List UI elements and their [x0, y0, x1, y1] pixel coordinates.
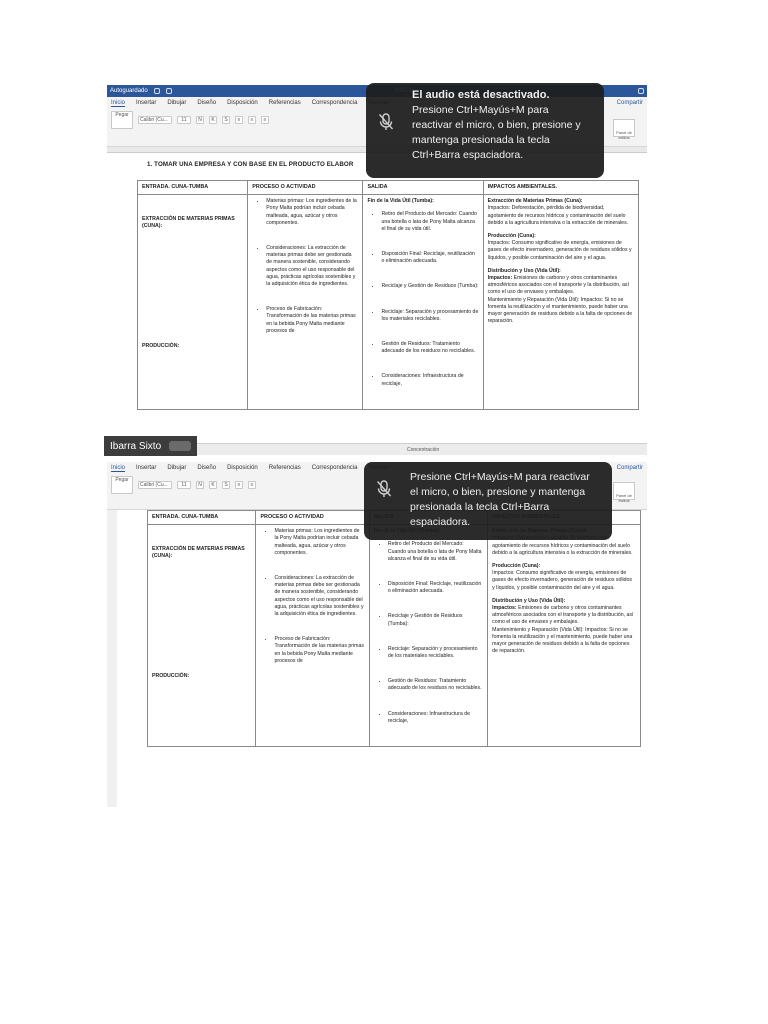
focus-mode-label[interactable]: Concentración	[407, 446, 440, 453]
numbering-icon[interactable]: ≡	[248, 116, 256, 124]
tab-referencias[interactable]: Referencias	[268, 465, 301, 471]
impact-text: agotamiento de recursos hídricos y contaminación del suelo debido a la agricultura intensiva o la extracción de minerales.	[492, 542, 633, 556]
paste-button[interactable]: Pegar	[111, 476, 133, 494]
tab-inicio[interactable]: Inicio	[111, 100, 126, 106]
bold-icon[interactable]: N	[196, 116, 204, 124]
impact-label: Impactos:	[487, 275, 513, 282]
impact-text: Impactos: Consumo significativo de energía, emisiones de gases de efecto invernadero, generación de residuos sólidos y líquidos, y posible contaminación del aire y el agua.	[487, 240, 632, 261]
list-item: • Gestión de Residuos: Tratamiento adecuado de los residuos no reciclables.	[388, 678, 483, 692]
list-item: • Consideraciones: La extracción de materias primas debe ser gestionada de manera sostenible, considerando aspectos como el uso responsable del agua, prácticas agrícolas sostenibles y la adquisición ética de ingredientes.	[274, 575, 364, 618]
toast-message: Presione Ctrl+Mayús+M para reactivar el micro, o bien, presione y mantenga presionada la tecla Ctrl+Barra espaciadora.	[412, 104, 581, 161]
list-item: • Materias primas: Los ingredientes de la Pony Malta podrían incluir cebada malteada, agua, azúcar y otros componentes.	[274, 528, 364, 557]
impact-title: Producción (Cuna):	[492, 563, 541, 570]
participant-name: Ibarra Sixto	[110, 440, 162, 452]
font-size-select[interactable]: 11	[177, 481, 191, 489]
align-icon[interactable]: ≡	[261, 116, 269, 124]
participant-bar	[104, 436, 197, 456]
list-item: • Reciclaje: Separación y procesamiento de los materiales reciclables.	[388, 646, 483, 660]
impact-text: Impactos: Consumo significativo de energía, emisiones de gases de efecto invernadero, generación de residuos sólidos y líquidos, y posible contaminación del aire y el agua.	[492, 570, 633, 591]
paste-button[interactable]: Pegar	[111, 111, 133, 129]
document-page	[107, 153, 647, 455]
lifecycle-table	[147, 510, 641, 747]
toast-title: El audio está desactivado.	[412, 89, 550, 101]
list-item: • Materias primas: Los ingredientes de la Pony Malta podrían incluir cebada malteada, agua, azúcar y otros componentes.	[266, 198, 358, 227]
search-icon[interactable]	[638, 88, 644, 94]
impact-title: Producción (Cuna):	[487, 233, 536, 240]
tab-disposicion[interactable]: Disposición	[227, 465, 258, 471]
align-icon[interactable]: ≡	[248, 481, 256, 489]
impact-text: Impactos: Deforestación, pérdida de biodiversidad, agotamiento de recursos hídricos y contaminación del suelo debido a la agricultura intensiva o la extracción de minerales.	[487, 205, 629, 226]
produccion-label: PRODUCCIÓN:	[152, 672, 190, 679]
list-item: • Consideraciones: Infraestructura de reciclaje,	[381, 373, 478, 387]
table-cell[interactable]	[148, 525, 256, 747]
audio-muted-toast	[364, 462, 612, 540]
autosave-label[interactable]: Autoguardado	[110, 88, 148, 94]
impact-title: Extracción de Materias Primas (Cuna):	[487, 198, 583, 205]
underline-icon[interactable]: S	[222, 116, 230, 124]
tab-inicio[interactable]: Inicio	[111, 465, 126, 471]
list-item: • Gestión de Residuos: Tratamiento adecuado de los residuos no reciclables.	[381, 341, 478, 355]
table-cell[interactable]	[483, 195, 638, 410]
minimize-icon[interactable]	[169, 441, 191, 451]
tab-dibujar[interactable]: Dibujar	[167, 465, 187, 471]
tab-disposicion[interactable]: Disposición	[227, 100, 258, 106]
list-item: • Consideraciones: Infraestructura de reciclaje,	[388, 711, 483, 725]
impact-text	[492, 605, 636, 627]
toast-message: Presione Ctrl+Mayús+M para reactivar el micro, o bien, presione y mantenga presionada la tecla Ctrl+Barra espaciadora.	[410, 471, 590, 528]
list-item: • Reciclaje: Separación y procesamiento de los materiales reciclables.	[381, 309, 478, 323]
tab-diseno[interactable]: Diseño	[197, 100, 217, 106]
impact-text-body: Emisiones de carbono y otros contaminantes atmosféricos asociados con el transporte y la distribución, así como el uso de envases y embalajes.	[487, 275, 629, 296]
table-cell[interactable]	[369, 525, 487, 747]
impact-text-body: Emisiones de carbono y otros contaminantes atmosféricos asociados con el transporte y la distribución, así como el uso de envases y embalajes.	[492, 605, 634, 626]
tab-correspondencia[interactable]: Correspondencia	[311, 465, 358, 471]
bold-icon[interactable]: N	[196, 481, 204, 489]
table-header: SALIDA	[363, 181, 483, 195]
list-item: • Reciclaje y Gestión de Residuos (Tumba):	[388, 613, 483, 627]
salida-title: Fin de la Vida Útil (Tumba):	[367, 198, 434, 205]
lifecycle-table	[137, 180, 639, 410]
produccion-label: PRODUCCIÓN:	[142, 342, 180, 349]
tab-correspondencia[interactable]: Correspondencia	[311, 100, 358, 106]
table-header-row	[138, 181, 639, 195]
save-icon[interactable]	[154, 88, 160, 94]
table-cell[interactable]	[138, 195, 248, 410]
styles-pane-button[interactable]: Panel de estilos	[613, 119, 635, 137]
italic-icon[interactable]: K	[209, 481, 217, 489]
italic-icon[interactable]: K	[209, 116, 217, 124]
underline-icon[interactable]: S	[222, 481, 230, 489]
list-item: • Reciclaje y Gestión de Residuos (Tumba):	[381, 283, 478, 290]
table-header: IMPACTOS AMBIENTALES.	[483, 181, 638, 195]
table-cell[interactable]	[488, 525, 641, 747]
impact-text: Mantenimiento y Reparación (Vida Útil): Impactos: Si no se fomenta la reutilización y el mantenimiento, puede haber una mayor generación de residuos debido a la falta de opciones de reparación.	[487, 296, 633, 325]
impact-text	[488, 275, 634, 297]
impact-title: Distribución y Uso (Vida Útil):	[492, 597, 566, 604]
share-button[interactable]: Compartir	[616, 465, 643, 471]
bullets-icon[interactable]: ≡	[235, 116, 243, 124]
list-item: • Disposición Final: Reciclaje, reutilización o eliminación adecuada.	[381, 251, 478, 265]
styles-pane-button[interactable]: Panel de estilos	[613, 482, 635, 500]
impact-title: Distribución y Uso (Vida Útil):	[487, 267, 561, 274]
font-size-select[interactable]: 11	[177, 116, 191, 124]
undo-icon[interactable]	[166, 88, 172, 94]
list-item: • Proceso de Fabricación: Transformación de las materias primas en la bebida Pony Malta mediante procesos de	[266, 306, 358, 335]
table-row	[138, 195, 639, 410]
document-heading: 1. TOMAR UNA EMPRESA Y CON BASE EN EL PRODUCTO ELABOR	[147, 161, 354, 168]
table-header: ENTRADA. CUNA-TUMBA	[148, 511, 256, 525]
font-select[interactable]: Calibri (Cu...	[138, 481, 172, 489]
tab-diseno[interactable]: Diseño	[197, 465, 217, 471]
table-cell[interactable]	[256, 525, 369, 747]
document-page	[107, 510, 647, 807]
table-row	[148, 525, 641, 747]
mic-off-icon	[376, 480, 392, 498]
font-select[interactable]: Calibri (Cu...	[138, 116, 172, 124]
list-item: • Consideraciones: La extracción de materias primas debe ser gestionada de manera sostenible, considerando aspectos como el uso responsable del agua, prácticas agrícolas sostenibles y la adquisición ética de ingredientes.	[266, 245, 358, 288]
audio-muted-toast	[366, 83, 604, 178]
tab-referencias[interactable]: Referencias	[268, 100, 301, 106]
table-header: ENTRADA. CUNA-TUMBA	[138, 181, 248, 195]
mic-off-icon	[378, 113, 394, 131]
list-item: • Disposición Final: Reciclaje, reutilización o eliminación adecuada.	[388, 581, 483, 595]
table-cell[interactable]	[248, 195, 363, 410]
list-item: • Retiro del Producto del Mercado: Cuando una botella o lata de Pony Malta alcanza el final de su vida útil.	[388, 541, 483, 563]
list-item: • Retiro del Producto del Mercado: Cuando una botella o lata de Pony Malta alcanza el final de su vida útil.	[381, 211, 478, 233]
impact-text: Mantenimiento y Reparación (Vida Útil): Impactos: Si no se fomenta la reutilización y el mantenimiento, puede haber una mayor generación de residuos debido a la falta de opciones de reparación.	[492, 626, 633, 655]
extraccion-label: EXTRACCIÓN DE MATERIAS PRIMAS (CUNA):	[152, 546, 245, 560]
tab-dibujar[interactable]: Dibujar	[167, 100, 187, 106]
list-item: • Proceso de Fabricación: Transformación de las materias primas en la bebida Pony Malta mediante procesos de	[274, 636, 364, 665]
impact-label: Impactos:	[492, 605, 517, 612]
table-header: PROCESO O ACTIVIDAD	[248, 181, 363, 195]
share-button[interactable]: Compartir	[616, 100, 643, 106]
tab-insertar[interactable]: Insertar	[136, 465, 157, 471]
bullets-icon[interactable]: ≡	[235, 481, 243, 489]
tab-insertar[interactable]: Insertar	[136, 100, 157, 106]
table-cell[interactable]	[363, 195, 483, 410]
table-header: PROCESO O ACTIVIDAD	[256, 511, 369, 525]
extraccion-label: EXTRACCIÓN DE MATERIAS PRIMAS (CUNA):	[142, 216, 235, 230]
